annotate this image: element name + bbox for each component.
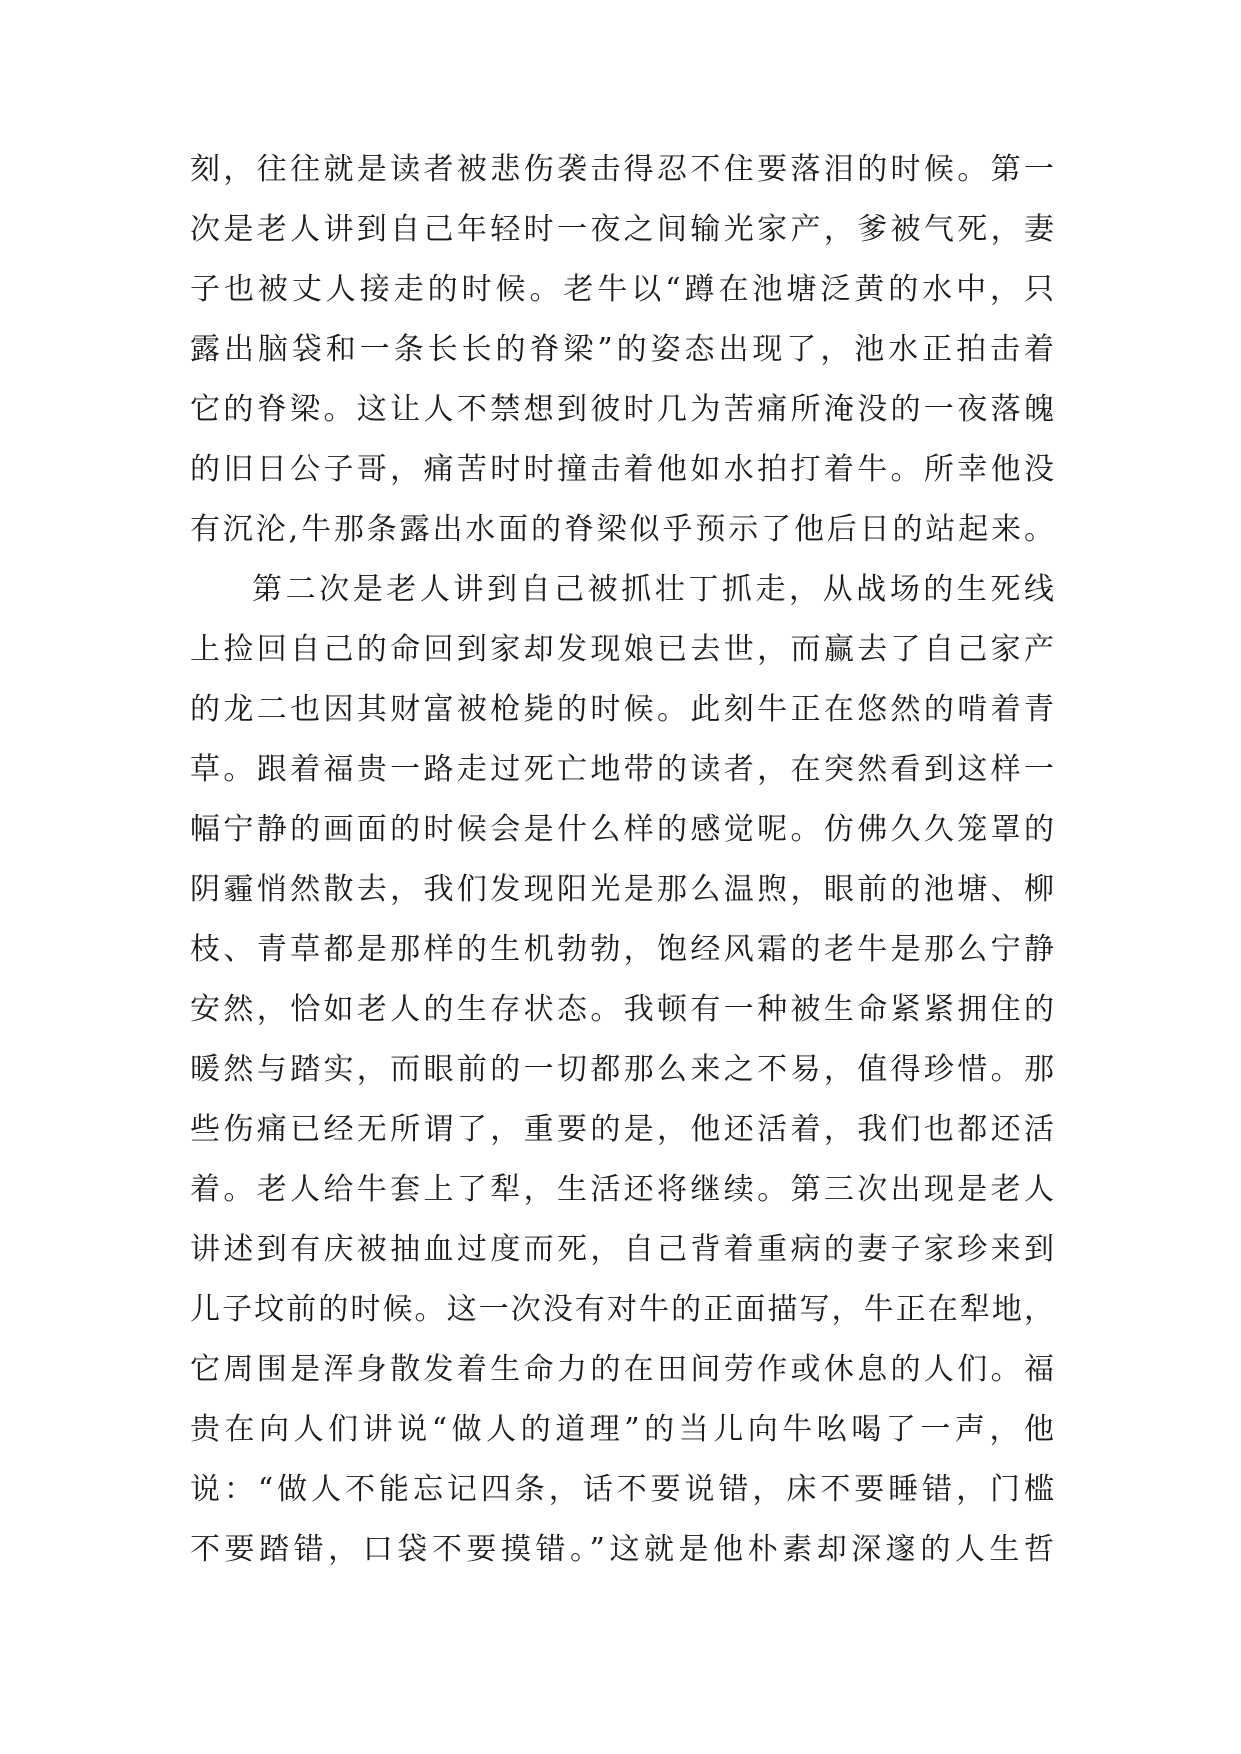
paragraph-first-line: 第二次是老人讲到自己被抓壮丁抓走，从战场的生死线 xyxy=(252,572,1054,607)
text-line: 阴霾悄然散去，我们发现阳光是那么温煦，眼前的池塘、柳 xyxy=(190,872,1054,907)
text-line: 次是老人讲到自己年轻时一夜之间输光家产，爹被气死，妻 xyxy=(190,212,1054,247)
text-line: 不要踏错，口袋不要摸错。”这就是他朴素却深邃的人生哲 xyxy=(190,1532,1054,1567)
text-line: 讲述到有庆被抽血过度而死，自己背着重病的妻子家珍来到 xyxy=(190,1232,1054,1267)
text-line: 着。老人给牛套上了犁，生活还将继续。第三次出现是老人 xyxy=(190,1172,1054,1207)
text-line: 草。跟着福贵一路走过死亡地带的读者，在突然看到这样一 xyxy=(190,752,1054,787)
text-line: 幅宁静的画面的时候会是什么样的感觉呢。仿佛久久笼罩的 xyxy=(190,812,1054,847)
text-line: 儿子坟前的时候。这一次没有对牛的正面描写，牛正在犁地， xyxy=(190,1292,1054,1327)
text-line: 刻，往往就是读者被悲伤袭击得忍不住要落泪的时候。第一 xyxy=(190,152,1054,187)
text-line: 枝、青草都是那样的生机勃勃，饱经风霜的老牛是那么宁静 xyxy=(190,932,1054,967)
text-line: 露出脑袋和一条长长的脊梁”的姿态出现了，池水正拍击着 xyxy=(190,332,1054,367)
text-line: 子也被丈人接走的时候。老牛以“蹲在池塘泛黄的水中，只 xyxy=(190,272,1054,307)
text-line: 安然，恰如老人的生存状态。我顿有一种被生命紧紧拥住的 xyxy=(190,992,1054,1027)
text-line: 暖然与踏实，而眼前的一切都那么来之不易，值得珍惜。那 xyxy=(190,1052,1054,1087)
body-text xyxy=(190,140,1054,1580)
text-line: 的龙二也因其财富被枪毙的时候。此刻牛正在悠然的啃着青 xyxy=(190,692,1054,727)
text-line: 它周围是浑身散发着生命力的在田间劳作或休息的人们。福 xyxy=(190,1352,1054,1387)
text-line: 贵在向人们讲说“做人的道理”的当儿向牛吆喝了一声，他 xyxy=(190,1412,1054,1447)
text-line: 说：“做人不能忘记四条，话不要说错，床不要睡错，门槛 xyxy=(190,1472,1054,1507)
text-line: 的旧日公子哥，痛苦时时撞击着他如水拍打着牛。所幸他没 xyxy=(190,452,1054,487)
text-line: 上捡回自己的命回到家却发现娘已去世，而赢去了自己家产 xyxy=(190,632,1054,667)
text-line: 些伤痛已经无所谓了，重要的是，他还活着，我们也都还活 xyxy=(190,1112,1054,1147)
text-line: 有沉沦,牛那条露出水面的脊梁似乎预示了他后日的站起来。 xyxy=(190,512,1054,547)
text-line: 它的脊梁。这让人不禁想到彼时几为苦痛所淹没的一夜落魄 xyxy=(190,392,1054,427)
